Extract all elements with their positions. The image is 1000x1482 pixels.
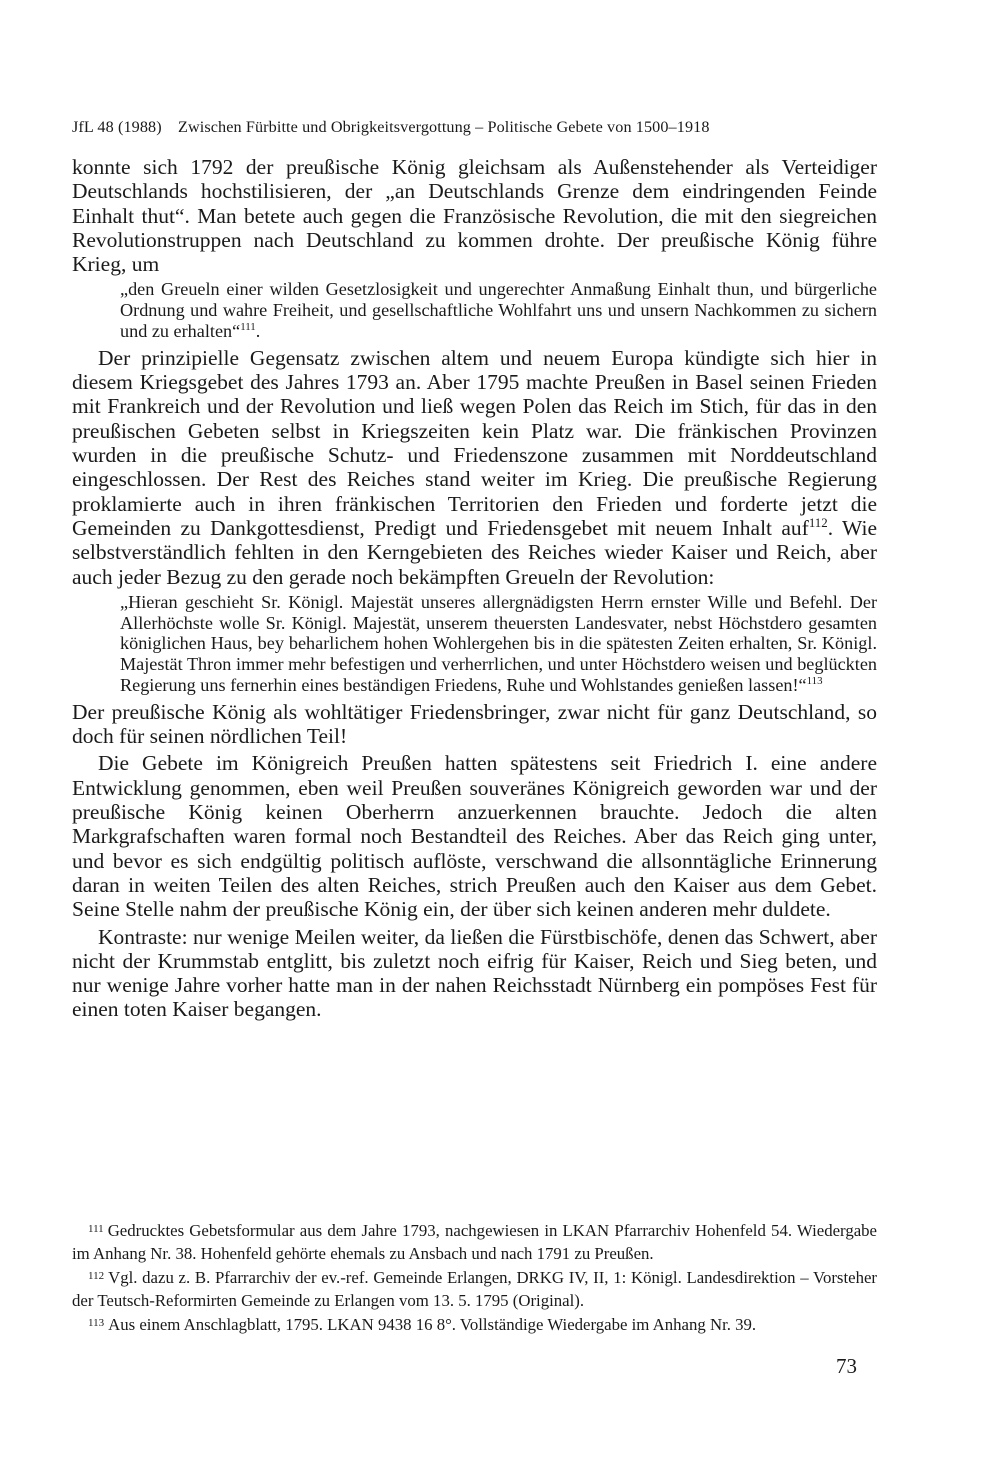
footnote-text: Vgl. dazu z. B. Pfarrarchiv der ev.-ref. Gemeinde Erlangen, DRKG IV, II, 1: Königl. Landesdirektion – Vorsteher der Teutsch-Reformirten Gemeinde zu Erlangen vom 13. 5. 1795 (Original). <box>72 1268 877 1310</box>
footnote-ref-112[interactable]: 112 <box>808 515 828 530</box>
running-header: JfL 48 (1988) Zwischen Fürbitte und Obrigkeitsvergottung – Politische Gebete von 1500–1918 <box>72 118 710 136</box>
footnote <box>72 1218 877 1265</box>
footnote-number: 112 <box>88 1270 105 1283</box>
paragraph-2-part-2: . Wie selbstverständlich fehlten in den Kerngebieten des Reiches wieder Kaiser und Reich, aber auch jeder Bezug zu den gerade noch bekämpften Greueln der Revolution: <box>72 515 877 589</box>
paragraph-1: konnte sich 1792 der preußische König gleichsam als Außenstehender als Verteidiger Deutschlands hochstilisieren, der „an Deutschlands Grenze dem eindringenden Feinde Einhalt thut“. Man betete auch gegen die Französische Revolution, die mit den siegreichen Revolutionstruppen nach Deutschland zu kommen drohte. Der preußische König führe Krieg, um <box>72 155 877 277</box>
paragraph-5: Kontraste: nur wenige Meilen weiter, da ließen die Fürstbischöfe, denen das Schwert, aber nicht der Krummstab entglitt, bis zuletzt noch eifrig für Kaiser, Reich und Sieg beten, und nur wenige Jahre vorher hatte man in der nahen Reichsstadt Nürnberg ein pompöses Fest für einen toten Kaiser begangen. <box>72 924 877 1022</box>
footnote <box>72 1312 877 1337</box>
paragraph-2 <box>72 346 877 589</box>
footnote-number: 113 <box>88 1317 105 1330</box>
paragraph-2-part-1: Der prinzipielle Gegensatz zwischen altem und neuem Europa kündigte sich hier in diesem Kriegsgebet des Jahres 1793 an. Aber 1795 machte Preußen in Basel seinen Frieden mit Frankreich und der Revolution und ließ wegen Polen das Reich im Stich, für das in den preußischen Gebeten selbst in Kriegszeiten kein Platz war. Die fränkischen Provinzen wurden in die preußische Schutz- und Friedenszone zusammen mit Norddeutschland eingeschlossen. Der Rest des Reiches stand weiter im Krieg. Die preußische Regierung proklamierte auch in ihren fränkischen Territorien den Frieden und forderte jetzt die Gemeinden zu Dankgottesdienst, Predigt und Friedensgebet mit neuem Inhalt auf <box>72 345 877 540</box>
quote-1-text: „den Greueln einer wilden Gesetzlosigkeit und ungerechter Anmaßung Einhalt thun, und bürgerliche Ordnung und wahre Freiheit, und gesellschaftliche Wohlfahrt uns und unsern Nachkommen zu sichern und zu erhalten“ <box>120 279 877 342</box>
main-text <box>72 155 877 1022</box>
footnotes <box>72 1218 877 1337</box>
footnote-ref-113[interactable]: 113 <box>806 674 823 687</box>
paragraph-4: Die Gebete im Königreich Preußen hatten spätestens seit Friedrich I. eine andere Entwicklung genommen, eben weil Preußen souveränes Königreich geworden war und der preußische König keinen Oberherrn anzuerkennen brauchte. Jedoch die alten Markgrafschaften waren formal noch Bestandteil des Reiches. Aber das Reich ging unter, und bevor es sich endgültig politisch auflöste, verschwand die allsonntägliche Erinnerung daran in weiten Teilen des alten Reiches, strich Preußen auch den Kaiser aus dem Gebet. Seine Stelle nahm der preußische König ein, der über sich keinen anderen mehr duldete. <box>72 751 877 922</box>
block-quote-1 <box>120 279 877 341</box>
block-quote-2 <box>120 592 877 696</box>
footnote-text: Gedrucktes Gebetsformular aus dem Jahre 1793, nachgewiesen in LKAN Pfarrarchiv Hohenfeld 54. Wiedergabe im Anhang Nr. 38. Hohenfeld gehörte ehemals zu Ansbach und nach 1791 zu Preußen. <box>72 1221 877 1263</box>
footnote-number: 111 <box>88 1223 104 1235</box>
paragraph-3: Der preußische König als wohltätiger Friedensbringer, zwar nicht für ganz Deutschland, so doch für seinen nördlichen Teil! <box>72 699 877 749</box>
footnote-ref-111[interactable]: 111 <box>240 321 256 334</box>
footnote <box>72 1265 877 1312</box>
quote-2-text: „Hieran geschieht Sr. Königl. Majestät unseres allergnädigsten Herrn ernster Wille und Befehl. Der Allerhöchste wolle Sr. Königl. Majestät, unserem theuersten Landesvater, nebst Höchstdero gesamten königlichen Haus, bey beharlichem hohen Wohlergehen bis in die spätesten Zeiten erhalten, Sr. Königl. Majestät Thron immer mehr befestigen und verherrlichen, und unter Höchstdero weisen und beglückten Regierung uns fernerhin eines beständigen Friedens, Ruhe und Wohlstandes genießen lassen!“ <box>120 591 877 696</box>
quote-1-end: . <box>255 321 261 342</box>
page-number: 73 <box>836 1354 857 1378</box>
footnote-text: Aus einem Anschlagblatt, 1795. LKAN 9438 16 8°. Vollständige Wiedergabe im Anhang Nr. 39. <box>108 1315 757 1335</box>
